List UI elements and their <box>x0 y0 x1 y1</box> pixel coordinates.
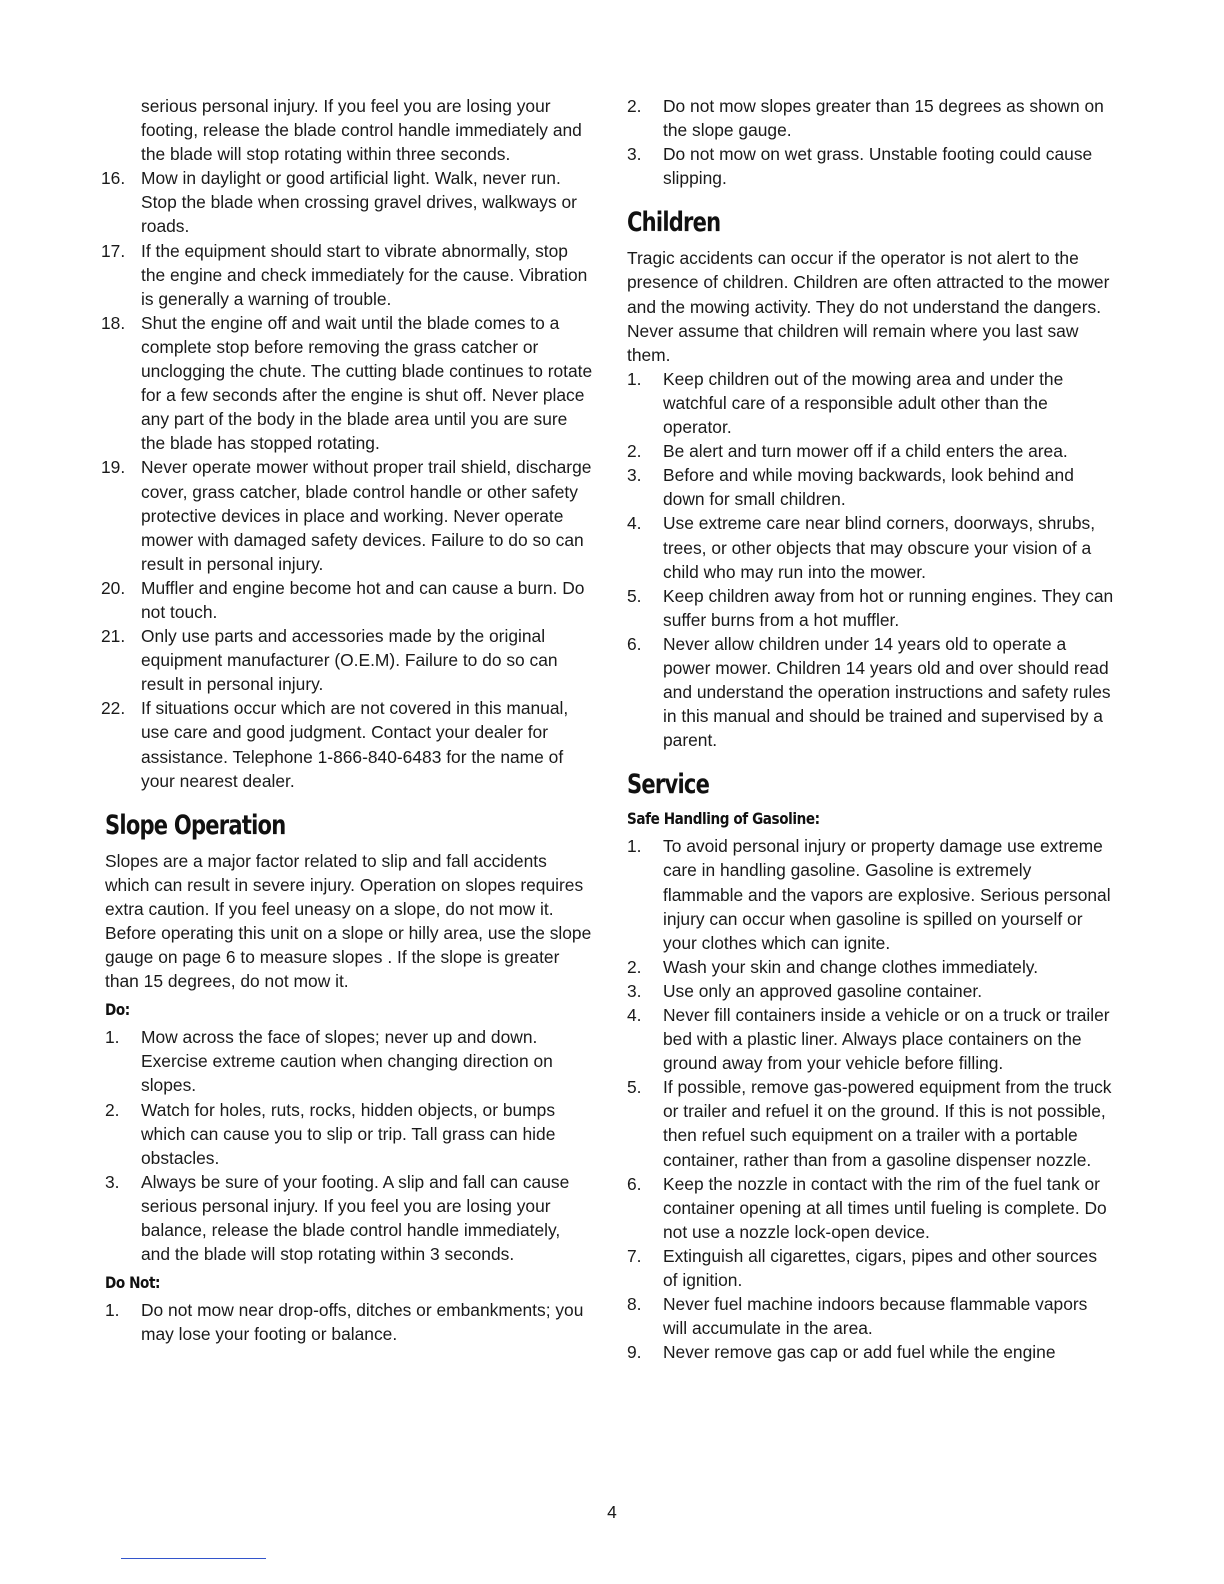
children-heading: Children <box>627 207 721 239</box>
item-text: Mow across the face of slopes; never up and down. Exercise extreme caution when changing direction on slopes. <box>141 1027 553 1096</box>
item-text: Extinguish all cigarettes, cigars, pipes and other sources of ignition. <box>663 1245 1098 1291</box>
item-text: If possible, remove gas-powered equipment from the truck or trailer and refuel it on the ground. If this is not possible, then refuel such equipment on a trailer with a portable container, rather than from a gasoline dispenser nozzle. <box>663 1077 1112 1170</box>
item-text: Do not mow on wet grass. Unstable footing could cause slipping. <box>663 144 1093 189</box>
item-text: Always be sure of your footing. A slip and fall can cause serious personal injury. If you feel you are losing your balance, release the blade control handle immediately, and the blade will stop rotating within 3 seconds. <box>141 1171 570 1265</box>
list-item <box>627 439 1115 463</box>
service-heading: Service <box>627 769 710 801</box>
list-item <box>627 979 1115 1003</box>
continued-paragraph: serious personal injury. If you feel you are losing your footing, release the blade control handle immediately and the blade will stop rotating within three seconds. <box>141 96 582 165</box>
item-text: Only use parts and accessories made by the original equipment manufacturer (O.E.M). Failure to do so can result in personal injury. <box>141 626 558 695</box>
item-number: 17. <box>101 240 126 261</box>
do-heading: Do: <box>105 1000 130 1020</box>
list-item <box>627 1340 1115 1364</box>
children-list <box>627 367 1115 753</box>
item-text: Muffler and engine become hot and can cause a burn. Do not touch. <box>141 577 585 622</box>
do-list <box>105 1025 593 1266</box>
list-item <box>101 624 593 696</box>
item-number: 2. <box>627 96 642 116</box>
item-text: Shut the engine off and wait until the blade comes to a complete stop before removing the grass catcher or unclogging the chute. The cutting blade continues to rotate for a few seconds after the engine is shut off. Never place any part of the body in the blade area until you are sure the blade has stopped rotating. <box>141 312 593 454</box>
item-number: 22. <box>101 698 126 719</box>
item-text: Never remove gas cap or add fuel while the engine <box>663 1342 1056 1363</box>
list-item <box>627 142 1115 190</box>
list-item <box>101 311 593 456</box>
item-number: 2. <box>627 956 642 977</box>
item-number: 8. <box>627 1294 642 1315</box>
list-item <box>627 1292 1115 1340</box>
children-intro: Tragic accidents can occur if the operator is not alert to the presence of children. Children are often attracted to the mower and the mowing activity. They do not understand the dangers. Never assume that children will remain where you last saw them. <box>627 248 1110 365</box>
item-text: Do not mow slopes greater than 15 degrees as shown on the slope gauge. <box>663 96 1104 141</box>
list-item <box>627 834 1115 954</box>
list-item <box>101 455 593 575</box>
page-number: 4 <box>607 1502 617 1522</box>
item-number: 3. <box>627 465 642 486</box>
list-item <box>627 511 1115 583</box>
list-item <box>105 1098 593 1170</box>
left-column <box>101 94 593 1346</box>
item-number: 2. <box>105 1099 120 1120</box>
list-item <box>627 1075 1115 1171</box>
item-text: Be alert and turn mower off if a child enters the area. <box>663 441 1068 462</box>
item-number: 6. <box>627 1173 642 1194</box>
safety-rules-list <box>101 166 593 792</box>
item-number: 16. <box>101 168 126 189</box>
item-number: 4. <box>627 513 642 534</box>
item-text: If the equipment should start to vibrate abnormally, stop the engine and check immediately for the cause. Vibration is generally a warning of trouble. <box>141 240 588 309</box>
slope-intro: Slopes are a major factor related to slip and fall accidents which can result in severe injury. Operation on slopes requires extra caution. If you feel uneasy on a slope, do not mow it. Before operating this unit on a slope or hilly area, use the slope gauge on page 6 to measure slopes . If the slope is greater than 15 degrees, do not mow it. <box>105 850 592 992</box>
item-number: 4. <box>627 1005 642 1025</box>
item-text: If situations occur which are not covered in this manual, use care and good judgment. Contact your dealer for assistance. Telephone 1-866-840-6483 for the name of your nearest dealer. <box>141 698 569 791</box>
list-item <box>627 463 1115 511</box>
list-item <box>627 955 1115 979</box>
list-item <box>627 1172 1115 1244</box>
item-number: 3. <box>627 980 642 1001</box>
item-text: Use only an approved gasoline container. <box>663 980 983 1001</box>
item-text: Never fill containers inside a vehicle or on a truck or trailer bed with a plastic liner. Always place containers on the ground away from your vehicle before filling. <box>663 1005 1110 1074</box>
item-text: Wash your skin and change clothes immediately. <box>663 956 1039 977</box>
item-number: 19. <box>101 457 126 478</box>
item-number: 1. <box>627 836 642 857</box>
item-number: 5. <box>627 1077 642 1098</box>
item-number: 18. <box>101 312 126 333</box>
item-number: 9. <box>627 1342 642 1363</box>
list-item <box>105 1170 593 1266</box>
item-number: 6. <box>627 633 642 654</box>
list-item <box>627 94 1115 142</box>
item-text: Keep the nozzle in contact with the rim of the fuel tank or container opening at all times until fueling is complete. Do not use a nozzle lock-open device. <box>663 1173 1107 1242</box>
item-number: 5. <box>627 585 642 606</box>
item-text: Keep children out of the mowing area and under the watchful care of a responsible adult other than the operator. <box>663 368 1064 438</box>
safe-handling-gasoline-heading: Safe Handling of Gasoline: <box>627 809 820 829</box>
item-number: 2. <box>627 441 642 462</box>
item-text: Mow in daylight or good artificial light. Walk, never run. Stop the blade when crossing gravel drives, walkways or roads. <box>141 168 577 237</box>
list-item <box>627 584 1115 632</box>
item-text: Keep children away from hot or running engines. They can suffer burns from a hot muffler. <box>663 585 1114 630</box>
list-item <box>101 576 593 624</box>
item-number: 1. <box>627 368 642 389</box>
item-text: Before and while moving backwards, look behind and down for small children. <box>663 465 1074 510</box>
do-not-list-continued <box>627 94 1115 190</box>
item-number: 3. <box>627 144 642 165</box>
item-text: To avoid personal injury or property damage use extreme care in handling gasoline. Gasoline is extremely flammable and the vapors are explosive. Serious personal injury can occur when gasoline is spilled on yourself or your clothes which can ignite. <box>663 836 1111 953</box>
list-item <box>101 696 593 792</box>
list-item <box>101 239 593 311</box>
item-text: Never operate mower without proper trail shield, discharge cover, grass catcher, blade control handle or other safety protective devices in place and working. Never operate mower with damaged safety devices. Failure to do so can result in personal injury. <box>141 457 592 574</box>
do-not-heading: Do Not: <box>105 1273 161 1293</box>
right-column <box>627 94 1115 1364</box>
list-item <box>101 166 593 238</box>
list-item <box>105 1025 593 1097</box>
item-text: Watch for holes, ruts, rocks, hidden objects, or bumps which can cause you to slip or trip. Tall grass can hide obstacles. <box>141 1099 556 1168</box>
item-number: 21. <box>101 626 126 647</box>
list-item <box>627 632 1115 752</box>
gasoline-list <box>627 834 1115 1364</box>
slope-operation-heading: Slope Operation <box>105 809 286 841</box>
item-text: Use extreme care near blind corners, doorways, shrubs, trees, or other objects that may obscure your vision of a child who may run into the mower. <box>663 513 1096 582</box>
item-number: 7. <box>627 1245 642 1266</box>
footer-rule <box>121 1558 266 1559</box>
list-item <box>627 367 1115 439</box>
do-not-list <box>105 1298 593 1346</box>
item-number: 1. <box>105 1300 120 1321</box>
item-text: Do not mow near drop-offs, ditches or embankments; you may lose your footing or balance. <box>141 1300 584 1345</box>
list-item <box>105 1298 593 1346</box>
item-text: Never allow children under 14 years old to operate a power mower. Children 14 years old and over should read and understand the operation instructions and safety rules in this manual and should be trained and supervised by a parent. <box>663 633 1111 751</box>
item-number: 1. <box>105 1027 120 1048</box>
item-number: 3. <box>105 1171 120 1192</box>
list-item <box>627 1003 1115 1075</box>
list-item <box>627 1244 1115 1292</box>
item-text: Never fuel machine indoors because flammable vapors will accumulate in the area. <box>663 1294 1088 1339</box>
item-number: 20. <box>101 577 126 598</box>
